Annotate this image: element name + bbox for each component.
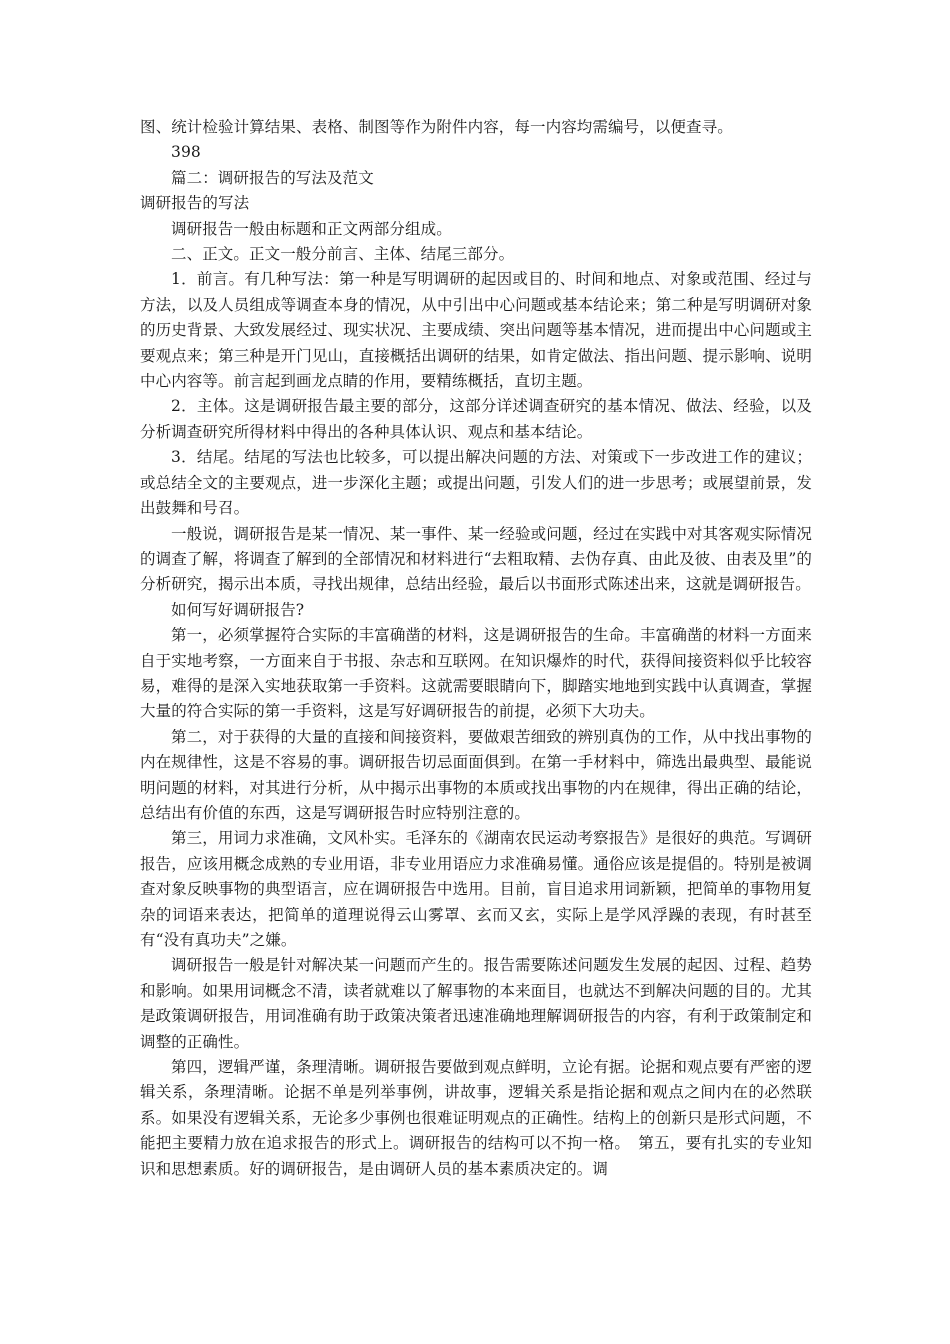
paragraph-point-three: 第三，用词力求准确，文风朴实。毛泽东的《湖南农民运动考察报告》是很好的典范。写调研报告，应该用概念成熟的专业用语，非专业用语应力求准确易懂。通俗应该是提倡的。特别是被调查对象反映事物的典型语言，应在调研报告中选用。目前，盲目追求用词新颖，把简单的事物用复杂的词语来表达，把简单的道理说得云山雾罩、玄而又玄，实际上是学风浮躁的表现，有时甚至有“没有真功夫”之嫌。 [140, 829, 812, 949]
paragraph-point-two: 第二，对于获得的大量的直接和间接资料，要做艰苦细致的辨别真伪的工作，从中找出事物的内在规律性，这是不容易的事。调研报告切忌面面俱到。在第一手材料中，筛选出最典型、最能说明问题的材料，对其进行分析，从中揭示出事物的本质或找出事物的内在规律，得出正确的结论，总结出有价值的东西，这是写调研报告时应特别注意的。 [140, 727, 812, 822]
section-heading: 篇二：调研报告的写法及范文 [171, 168, 374, 187]
paragraph-point-one: 第一，必须掌握符合实际的丰富确凿的材料，这是调研报告的生命。丰富确凿的材料一方面来自于实地考察，一方面来自于书报、杂志和互联网。在知识爆炸的时代，获得间接资料似乎比较容易，难得的是深入实地获取第一手资料。这就需要眼睛向下，脚踏实地地到实践中认真调查，掌握大量的符合实际的第一手资料，这是写好调研报告的前提，必须下大功夫。 [140, 626, 812, 721]
paragraph-ending: 3．结尾。结尾的写法也比较多，可以提出解决问题的方法、对策或下一步改进工作的建议；或总结全文的主要观点，进一步深化主题；或提出问题，引发人们的进一步思考；或展望前景，发出鼓舞和号召。 [140, 448, 812, 518]
paragraph-body-parts: 二、正文。正文一般分前言、主体、结尾三部分。 [171, 245, 515, 264]
paragraph-structure: 调研报告一般由标题和正文两部分组成。 [171, 219, 452, 238]
paragraph-point-four-five: 第四，逻辑严谨，条理清晰。调研报告要做到观点鲜明，立论有据。论据和观点要有严密的逻辑关系，条理清晰。论据不单是列举事例，讲故事，逻辑关系是指论据和观点之间内在的必然联系。如果没有逻辑关系，无论多少事例也很难证明观点的正确性。结构上的创新只是形式问题，不能把主要精力放在追求报告的形式上。调研报告的结构可以不拘一格。 第五，要有扎实的专业知识和思想素质。好的调研报告，是由调研人员的基本素质决定的。调 [140, 1058, 812, 1178]
paragraph-main-body: 2．主体。这是调研报告最主要的部分，这部分详述调查研究的基本情况、做法、经验，以及分析调查研究所得材料中得出的各种具体认识、观点和基本结论。 [140, 397, 812, 441]
paragraph-appendix-note: 图、统计检验计算结果、表格、制图等作为附件内容，每一内容均需编号，以便查寻。 [140, 118, 733, 136]
paragraph-definition: 一般说，调研报告是某一情况、某一事件、某一经验或问题，经过在实践中对其客观实际情况的调查了解，将调查了解到的全部情况和材料进行“去粗取精、去伪存真、由此及彼、由表及里”的分析研究，揭示出本质，寻找出规律，总结出经验，最后以书面形式陈述出来，这就是调研报告。 [140, 524, 812, 594]
document-body [140, 115, 812, 1182]
page-number: 398 [171, 143, 201, 162]
paragraph-preface: 1．前言。有几种写法：第一种是写明调研的起因或目的、时间和地点、对象或范围、经过与方法，以及人员组成等调查本身的情况，从中引出中心问题或基本结论来；第二种是写明调研对象的历史背景、大致发展经过、现实状况、主要成绩、突出问题等基本情况，进而提出中心问题或主要观点来；第三种是开门见山，直接概括出调研的结果，如肯定做法、指出问题、提示影响、说明中心内容等。前言起到画龙点睛的作用，要精练概括，直切主题。 [140, 270, 812, 391]
article-title: 调研报告的写法 [140, 194, 250, 213]
subheading-how-to-write: 如何写好调研报告? [171, 600, 305, 619]
paragraph-purpose: 调研报告一般是针对解决某一问题而产生的。报告需要陈述问题发生发展的起因、过程、趋势和影响。如果用词概念不清，读者就难以了解事物的本来面目，也就达不到解决问题的目的。尤其是政策调研报告，用词准确有助于政策决策者迅速准确地理解调研报告的内容，有利于政策制定和调整的正确性。 [140, 956, 812, 1051]
